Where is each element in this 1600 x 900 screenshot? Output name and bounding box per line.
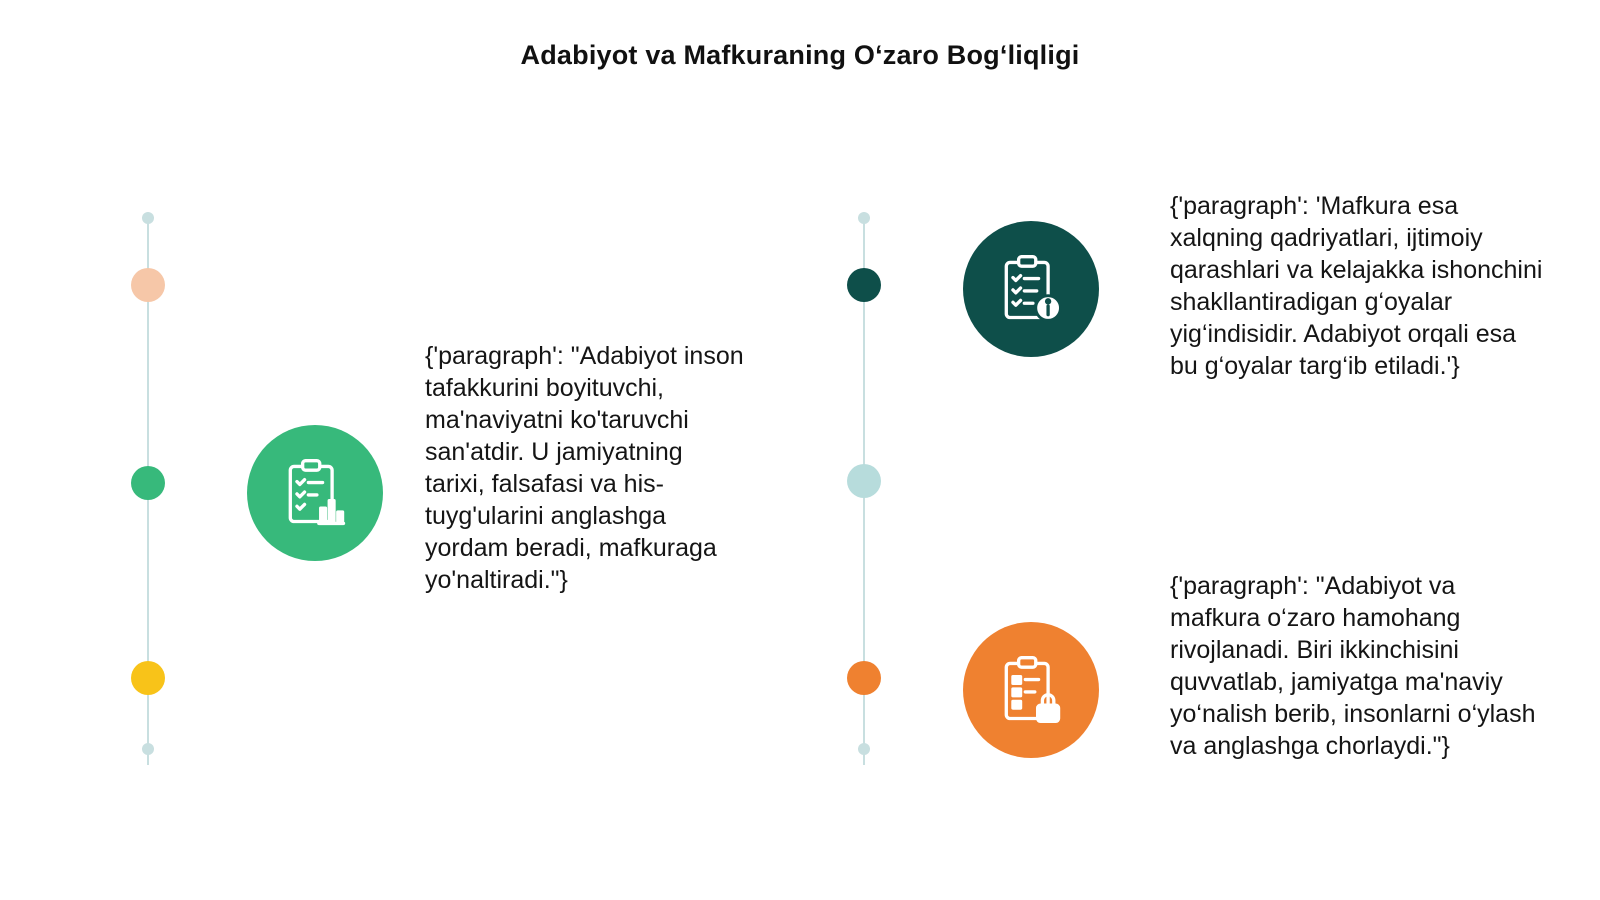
clipboard-chart-icon [247,425,383,561]
timeline-right [854,215,874,770]
timeline-dot-orange [847,661,881,695]
timeline-dot-yellow [131,661,165,695]
paragraph-1: {'paragraph': "Adabiyot inson tafakkurini boyituvchi, ma'naviyatni ko'taruvchi san'atdir. U jamiyatning tarixi, falsafasi va his-tuyg'ularini anglashga yordam beradi, mafkuraga yo'naltiradi."} [425,342,744,594]
paragraph-2: {'paragraph': 'Mafkura esa xalqning qadriyatlari, ijtimoiy qarashlari va kelajakka ishonchini shakllantiradigan g‘oyalar yig‘indisidir. Adabiyot orqali esa bu g‘oyalar targ‘ib etiladi.'} [1170,192,1543,380]
timeline-cap-bottom [858,743,870,755]
timeline-cap-top [142,212,154,224]
timeline-dot-light-teal [847,464,881,498]
timeline-dot-peach [131,268,165,302]
paragraph-3: {'paragraph': "Adabiyot va mafkura o‘zaro hamohang rivojlanadi. Biri ikkinchisini quvvatlab, jamiyatga ma'naviy yo‘nalish berib, insonlarni o‘ylash va anglashga chorlaydi."} [1170,572,1536,760]
timeline-left [138,215,158,770]
timeline-cap-bottom [142,743,154,755]
page-title: Adabiyot va Mafkuraning O‘zaro Bog‘liqligi [520,40,1080,70]
clipboard-lock-icon [963,622,1099,758]
timeline-dot-dark-teal [847,268,881,302]
timeline-dot-green [131,466,165,500]
clipboard-info-icon [963,221,1099,357]
timeline-cap-top [858,212,870,224]
